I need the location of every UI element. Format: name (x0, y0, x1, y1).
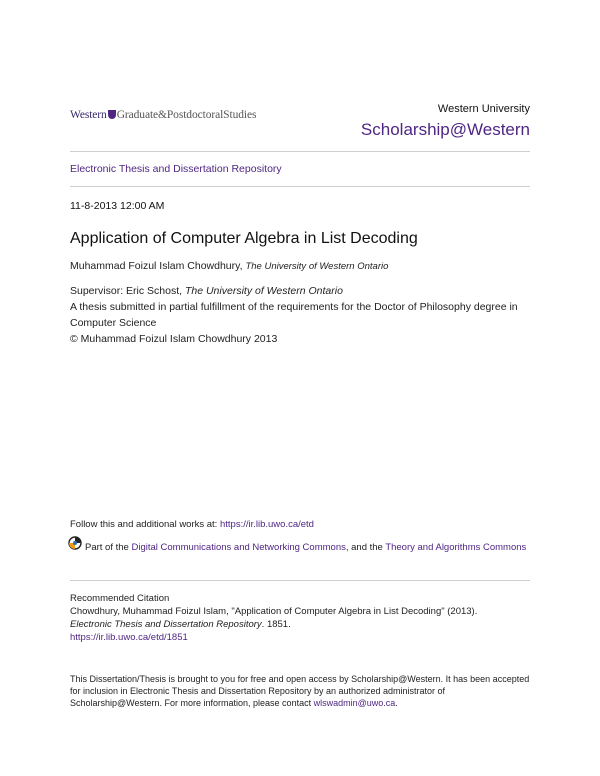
digital-communications-commons-link[interactable]: Digital Communications and Networking Commons (131, 542, 346, 553)
supervisor-label: Supervisor: Eric Schost, (70, 285, 183, 297)
etd-link[interactable]: https://ir.lib.uwo.ca/etd (219, 519, 314, 530)
citation-source (70, 618, 532, 631)
author-name: Muhammad Foizul Islam Chowdhury, (70, 260, 243, 272)
western-crest-icon (108, 110, 116, 119)
citation-journal: Electronic Thesis and Dissertation Repository (70, 619, 262, 630)
thesis-title: Application of Computer Algebra in List Decoding (70, 230, 418, 247)
notice-text: This Dissertation/Thesis is brought to you for free and open access by Scholarship@Western. It has been accepted for inclusion in Electronic Thesis and Dissertation Repository by an authorized administrator of Scholarship@Western. For more information, please contact (70, 674, 530, 708)
copyright-line: © Muhammad Foizul Islam Chowdhury 2013 (70, 333, 278, 345)
author-line (70, 260, 388, 272)
supervisor-affiliation: The University of Western Ontario (184, 285, 343, 297)
logo-western-text: Western (70, 109, 107, 121)
publication-date: 11-8-2013 12:00 AM (70, 200, 165, 212)
divider-top (70, 151, 530, 152)
notice-end: . (395, 698, 398, 708)
commons-network-icon (68, 536, 82, 550)
part-of-line (85, 540, 535, 556)
recommended-citation (70, 592, 532, 644)
divider-mid (70, 186, 530, 187)
citation-text: Chowdhury, Muhammad Foizul Islam, "Application of Computer Algebra in List Decoding" (2013). (70, 606, 478, 617)
contact-email-link[interactable]: wlswadmin@uwo.ca (313, 698, 396, 708)
thesis-statement: A thesis submitted in partial fulfillment of the requirements for the Doctor of Philosophy degree in Computer Science (70, 301, 518, 329)
part-of-middle: , and the (345, 542, 386, 553)
divider-citation (70, 580, 530, 581)
repository-link[interactable]: Electronic Thesis and Dissertation Repository (70, 163, 282, 175)
supervisor-line (70, 283, 532, 299)
logo-graduate-text: Graduate&PostdoctoralStudies (116, 109, 257, 121)
access-notice (70, 673, 532, 709)
citation-url-link[interactable]: https://ir.lib.uwo.ca/etd/1851 (70, 632, 188, 643)
graduate-studies-logo (70, 109, 256, 121)
citation-number: . 1851. (261, 619, 291, 630)
theory-algorithms-commons-link[interactable]: Theory and Algorithms Commons (385, 542, 527, 553)
thesis-details (70, 283, 532, 347)
part-of-prefix: Part of the (85, 542, 132, 553)
university-name: Western University (437, 103, 530, 115)
follow-line (70, 519, 314, 530)
follow-text: Follow this and additional works at: (70, 519, 220, 530)
citation-heading: Recommended Citation (70, 593, 170, 604)
scholarship-link[interactable]: Scholarship@Western (360, 120, 530, 139)
author-affiliation: The University of Western Ontario (245, 261, 389, 272)
